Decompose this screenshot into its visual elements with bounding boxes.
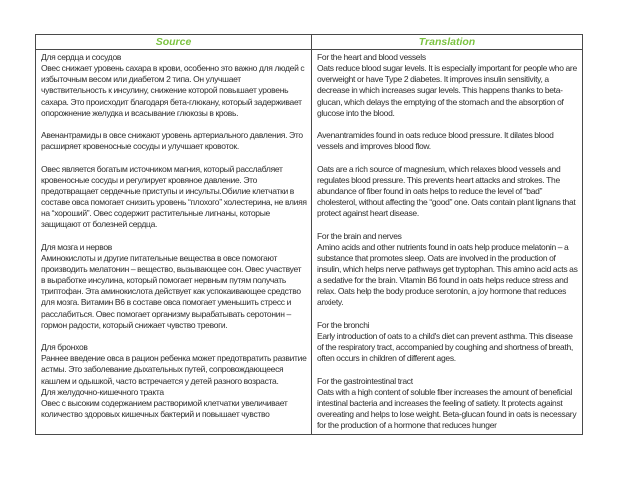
- translation-cell: [312, 50, 583, 435]
- paragraph: [41, 119, 307, 130]
- paragraph: Oats are a rich source of magnesium, which relaxes blood vessels and regulates blood pressure. This prevents heart attacks and strokes. The abundance of fiber found in oats helps to reduce the level of “bad” cholesterol, without affecting the “good” one. Oats contain plant lignans that protect against heart disease.: [317, 163, 576, 219]
- paragraph: Раннее введение овса в рацион ребенка может предотвратить развитие астмы. Это заболевание дыхательных путей, сопровождающееся кашлем и одышкой, часто встречается у детей разного возраста.: [41, 353, 307, 386]
- paragraph: Для желудочно-кишечного тракта: [41, 386, 164, 397]
- paragraph: For the gastrointestinal tract: [317, 375, 413, 386]
- paragraph: [317, 119, 578, 130]
- paragraph: Avenantramides found in oats reduce blood pressure. It dilates blood vessels and improves blood flow.: [317, 130, 554, 152]
- table-header-row: [36, 35, 583, 50]
- paragraph: Для сердца и сосудов: [41, 52, 122, 62]
- document-page: [35, 34, 583, 435]
- paragraph: Early introduction of oats to a child's diet can prevent asthma. This disease of the respiratory tract, accompanied by coughing and shortness of breath, often occurs in children of different ages.: [317, 330, 573, 364]
- paragraph: Oats reduce blood sugar levels. It is especially important for people who are overweight or have Type 2 diabetes. It improves insulin sensitivity, a decrease in which increases sugar levels. This happens thanks to beta-glucan, which delays the emptying of the stomach and the absorption of glucose into the blood.: [317, 63, 577, 118]
- paragraph: [317, 309, 578, 320]
- column-header-translation: Translation: [312, 35, 583, 50]
- paragraph: For the brain and nerves: [317, 230, 402, 241]
- paragraph: Авенантрамиды в овсе снижают уровень артериального давления. Это расширяет кровеносные сосуды и улучшает кровоток.: [41, 130, 303, 152]
- paragraph: [317, 219, 578, 230]
- paragraph: Овес с высоким содержанием растворимой клетчатки увеличивает количество здоровых кишечных бактерий и повышает чувство: [41, 397, 288, 419]
- paragraph: [41, 331, 307, 342]
- paragraph: Овес снижает уровень сахара в крови, особенно это важно для людей с избыточным весом или диабетом 2 типа. Он улучшает чувствительность к инсулину, снижение которой повышает уровень сахара. Это происходит благодаря бета-глюкану, который задерживает опорожнение желудка и всасывание глюкозы в кровь.: [41, 63, 305, 118]
- column-header-source: Source: [36, 35, 312, 50]
- paragraph: Аминокислоты и другие питательные вещества в овсе помогают производить мелатонин – вещество, вызывающее сон. Овес участвует в выработке инсулина, который помогает нервным путям получать триптофан. Эта аминокислота действует как успокаивающее средство для мозга. Витамин В6 в составе овса помогает уменьшить стресс и расслабиться. Овес помогает организму вырабатывать серотонин – гормон радости, который снижает чувство тревоги.: [41, 252, 302, 330]
- paragraph: Для бронхов: [41, 342, 88, 353]
- paragraph: [41, 152, 307, 163]
- paragraph: [317, 152, 578, 163]
- table-body-row: [36, 50, 583, 435]
- paragraph: Для мозга и нервов: [41, 241, 112, 252]
- paragraph: Oats with a high content of soluble fiber increases the amount of beneficial intestinal bacteria and increases the feeling of satiety. It protects against overeating and helps to lose weight. Beta-glucan found in oats is necessary for the production of a hormone that reduces hunger: [317, 386, 577, 431]
- paragraph: For the heart and blood vessels: [317, 52, 426, 62]
- paragraph: [41, 231, 307, 242]
- paragraph: Овес является богатым источником магния, который расслабляет кровеносные сосуды и регулирует кровяное давление. Это предотвращает сердечные приступы и инсульты.Обилие клетчатки в составе овса помогает снизить уровень “плохого” холестерина, не влияя на “хороший”. Овес содержит растительные лигнаны, которые защищают от болезней сердца.: [41, 163, 307, 230]
- source-cell: [36, 50, 312, 435]
- paragraph: [317, 364, 578, 375]
- translation-table: [35, 34, 583, 435]
- paragraph: Amino acids and other nutrients found in oats help produce melatonin – a substance that promotes sleep. Oats are involved in the production of insulin, which helps nerve pathways get tryptophan. This amino acid acts as a sedative for the brain. Vitamin B6 found in oats helps reduce stress and relax. Oats help the body produce serotonin, a joy hormone that reduces anxiety.: [317, 241, 578, 308]
- paragraph: For the bronchi: [317, 319, 370, 330]
